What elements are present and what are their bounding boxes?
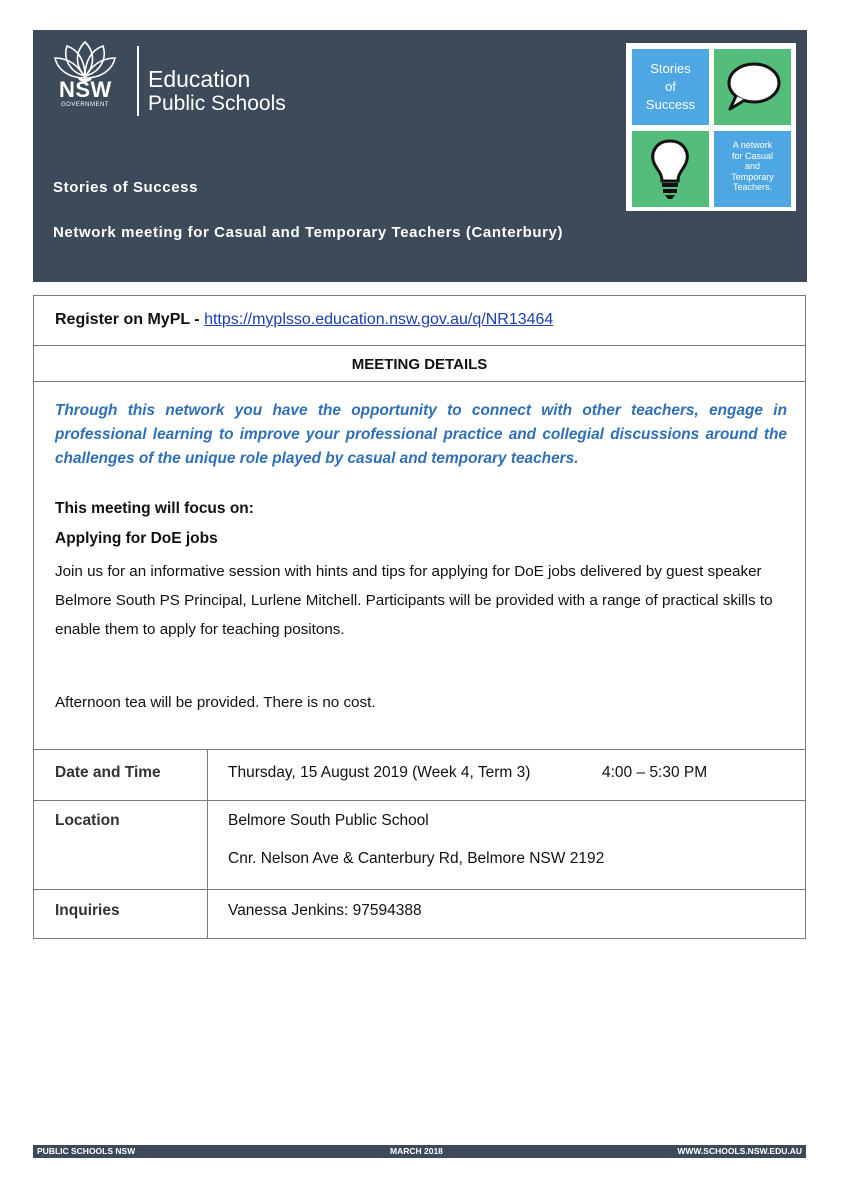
focus-label: This meeting will focus on: <box>55 500 254 517</box>
column-divider <box>207 750 208 938</box>
tile-light-bulb <box>632 131 709 207</box>
tile-network-description <box>714 131 791 207</box>
divider <box>34 381 805 382</box>
tile-line: Temporary <box>731 171 774 182</box>
tile-stories-text <box>632 60 709 114</box>
meeting-details-heading: MEETING DETAILS <box>351 356 488 373</box>
tile-line: for Casual <box>731 150 774 161</box>
light-bulb-icon <box>632 131 709 207</box>
tile-speech-bubble <box>714 49 791 125</box>
row-divider <box>34 889 805 890</box>
page-title: Stories of Success <box>53 179 199 196</box>
details-table <box>33 750 806 939</box>
header-banner <box>33 30 807 282</box>
tile-stories-of-success <box>632 49 709 125</box>
registration-label: Register on MyPL - <box>55 311 200 328</box>
registration-link[interactable]: https://myplsso.education.nsw.gov.au/q/NR13464 <box>204 311 554 328</box>
tile-line: and <box>744 161 761 171</box>
afternoon-tea-note: Afternoon tea will be provided. There is no cost. <box>55 694 376 711</box>
logo-nsw: NSW <box>59 77 112 102</box>
footer-right: WWW.SCHOOLS.NSW.EDU.AU <box>677 1146 802 1156</box>
date-label: Date and Time <box>55 764 161 781</box>
tile-line: Teachers. <box>732 182 773 192</box>
focus-topic: Applying for DoE jobs <box>55 530 218 547</box>
tile-network-text <box>714 140 791 193</box>
nsw-education-logo <box>47 36 317 115</box>
inquiries-value: Vanessa Jenkins: 97594388 <box>228 902 422 919</box>
date-value: Thursday, 15 August 2019 (Week 4, Term 3) <box>228 764 531 781</box>
tile-line: Stories <box>650 61 691 76</box>
tile-line: A network <box>732 140 773 150</box>
session-description: Join us for an informative session with hints and tips for applying for DoE jobs delivered by guest speaker Belmore South PS Principal, Lurlene Mitchell. Participants will be provided with a range of practical skills to enable them to apply for teaching positons. <box>55 563 773 638</box>
registration-row <box>55 311 553 329</box>
location-line2: Cnr. Nelson Ave & Canterbury Rd, Belmore NSW 2192 <box>228 850 605 867</box>
logo-government: GOVERNMENT <box>61 102 110 108</box>
footer-bar <box>33 1145 806 1158</box>
network-intro: Through this network you have the opportunity to connect with other teachers, engage in professional learning to improve your professional practice and collegial discussions around the challenges of the unique role played by casual and temporary teachers. <box>55 402 787 467</box>
divider <box>34 345 805 346</box>
tile-line: Success <box>645 97 696 112</box>
location-label: Location <box>55 812 120 829</box>
footer-left: PUBLIC SCHOOLS NSW <box>37 1146 136 1156</box>
time-value: 4:00 – 5:30 PM <box>602 764 708 781</box>
stories-of-success-tile <box>626 43 796 211</box>
logo-divider <box>137 46 139 116</box>
logo-education: Education <box>148 66 251 92</box>
footer-center: MARCH 2018 <box>390 1146 443 1156</box>
meeting-info-box <box>33 295 806 750</box>
page-subtitle: Network meeting for Casual and Temporary Teachers (Canterbury) <box>53 224 564 241</box>
speech-bubble-icon <box>714 49 791 125</box>
tile-line: of <box>665 79 676 94</box>
logo-public-schools: Public Schools <box>148 92 286 115</box>
inquiries-label: Inquiries <box>55 902 120 919</box>
location-line1: Belmore South Public School <box>228 812 429 829</box>
row-divider <box>34 800 805 801</box>
